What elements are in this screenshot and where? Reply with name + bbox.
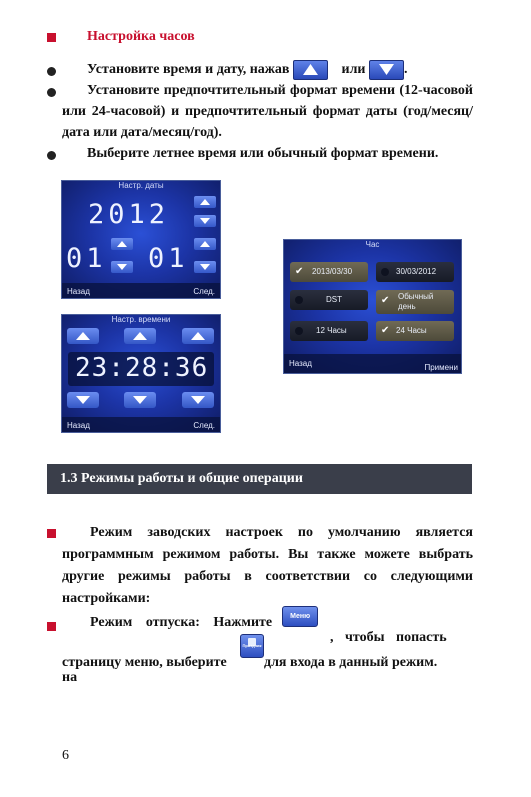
month-up-button[interactable] [111,238,133,250]
bullet1-end: . [404,62,408,77]
normal-day-option[interactable] [376,290,454,314]
minutes-up-button[interactable] [124,328,156,344]
back-button[interactable]: Назад [67,421,90,430]
option-label: Обычный день [398,292,434,311]
radio-icon [295,327,303,335]
option-label: 2013/03/30 [312,267,353,276]
hours-down-button[interactable] [67,392,99,408]
holiday-mode-middle: , чтобы попасть на [62,630,447,685]
bullet1-middle: или [341,62,366,77]
screen-title: Час [365,240,380,249]
screen-title: Настр. времени [111,315,171,324]
check-icon: ✔ [295,266,304,277]
month-down-button[interactable] [111,261,133,273]
time-settings-screen [62,315,220,432]
time-value: 23:28:36 [75,353,209,383]
option-label: 30/03/2012 [396,267,437,276]
page-number: 6 [62,748,69,763]
radio-icon [381,268,389,276]
clock-format-screen [284,240,461,373]
hours-up-button[interactable] [67,328,99,344]
up-arrow-icon [293,60,328,80]
bullet3-text: Выберите летнее время или обычный формат времени. [87,146,439,161]
day-down-button[interactable] [194,261,216,273]
option-label: 24 Часы [396,326,427,335]
bullet1-before: Установите время и дату, нажав [87,62,290,77]
mode-bullet [47,622,56,631]
back-button[interactable]: Назад [67,287,90,296]
option-label: 12 Часы [316,326,347,335]
next-button[interactable]: След. [193,287,215,296]
menu-button-icon: Меню [282,606,318,627]
date-settings-screen [62,181,220,298]
bullet-dot [47,67,56,76]
bullet-dot [47,151,56,160]
bullet1-text [87,59,408,80]
check-icon: ✔ [381,295,390,306]
date-format-option-1[interactable] [290,262,368,282]
next-button[interactable]: След. [193,421,215,430]
clock-settings-heading: Настройка часов [87,29,195,44]
date-format-option-2[interactable] [376,262,454,282]
year-value: 2012 [88,199,170,230]
check-icon: ✔ [381,325,390,336]
day-up-button[interactable] [194,238,216,250]
section-title: 1.3 Режимы работы и общие операции [60,471,303,486]
heading-bullet [47,33,56,42]
holiday-mode-before: Режим отпуска: Нажмите [90,615,273,630]
seconds-up-button[interactable] [182,328,214,344]
apply-button[interactable]: Примени [424,363,458,372]
section-header [47,464,472,494]
minutes-down-button[interactable] [124,392,156,408]
screen-title: Настр. даты [118,181,164,190]
holiday-button-icon [240,634,264,658]
holiday-mode-middle-cont: страницу меню, выберите [62,655,227,670]
holiday-button-label: Праздник [242,643,262,648]
year-up-button[interactable] [194,196,216,208]
year-down-button[interactable] [194,215,216,227]
dst-option[interactable] [290,290,368,310]
bullet2-text: Установите предпочтительный формат времени (12-часовой или 24-часовой) и предпочтительный формат даты (год/месяц/дата или дата/месяц/год). [62,83,473,140]
holiday-mode-end: для входа в данный режим. [264,655,438,670]
day-value: 01 [148,243,189,274]
mode-bullet [47,529,56,538]
24h-option[interactable] [376,321,454,341]
down-arrow-icon [369,60,404,80]
bullet-dot [47,88,56,97]
modes-paragraph: Режим заводских настроек по умолчанию является программным режимом работы. Вы также можете выбрать другие режимы работы в соответствии со следующими настройками: [62,525,473,606]
month-value: 01 [66,243,107,274]
seconds-down-button[interactable] [182,392,214,408]
back-button[interactable]: Назад [289,359,312,368]
option-label: DST [326,295,342,304]
12h-option[interactable] [290,321,368,341]
radio-icon [295,296,303,304]
